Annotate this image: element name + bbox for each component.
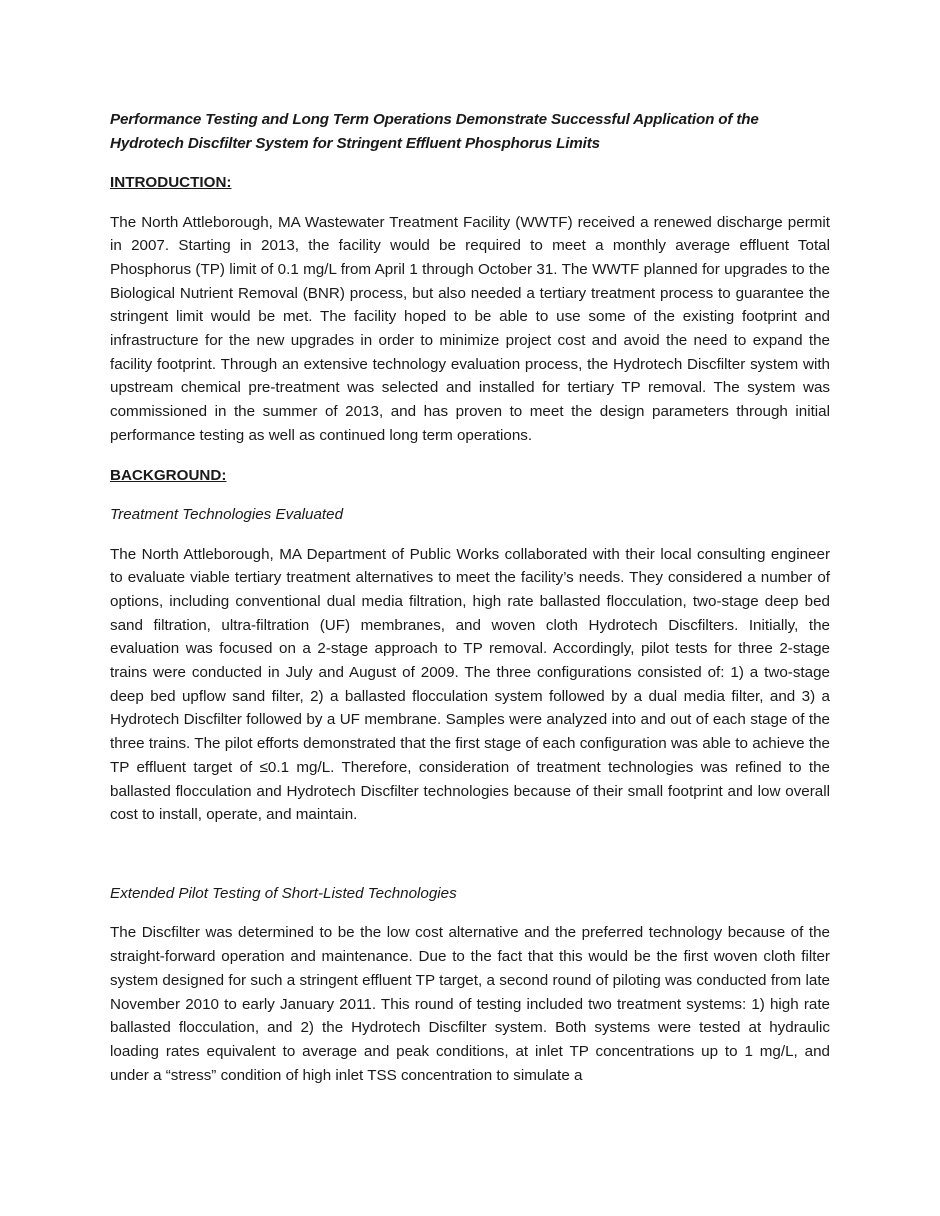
subsection-heading-treatment-technologies: Treatment Technologies Evaluated xyxy=(110,506,344,524)
document-title: Performance Testing and Long Term Operations Demonstrate Successful Application of the Hydrotech Discfilter System for Stringent Effluent Phosphorus Limits xyxy=(110,111,759,152)
section-heading-background: BACKGROUND: xyxy=(110,466,227,484)
section-heading-introduction: INTRODUCTION: xyxy=(110,174,232,191)
section-spacer xyxy=(110,843,830,882)
introduction-paragraph: The North Attleborough, MA Wastewater Treatment Facility (WWTF) received a renewed discharge permit in 2007. Starting in 2013, the facility would be required to meet a monthly average effluent Total Phosphorus (TP) limit of 0.1 mg/L from April 1 through October 31. The WWTF planned for upgrades to the Biological Nutrient Removal (BNR) process, but also needed a tertiary treatment process to guarantee the stringent limit would be met. The facility hoped to be able to use some of the existing footprint and infrastructure for the new upgrades in order to minimize project cost and avoid the need to expand the facility footprint. Through an extensive technology evaluation process, the Hydrotech Discfilter system with upstream chemical pre-treatment was selected and installed for tertiary TP removal. The system was commissioned in the summer of 2013, and has proven to meet the design parameters through initial performance testing as well as continued long term operations. xyxy=(110,213,830,444)
treatment-technologies-paragraph: The North Attleborough, MA Department of Public Works collaborated with their local consulting engineer to evaluate viable tertiary treatment alternatives to meet the facility’s needs. They considered a number of options, including conventional dual media filtration, high rate ballasted flocculation, two-stage deep bed sand filtration, ultra-filtration (UF) membranes, and woven cloth Hydrotech Discfilters. Initially, the evaluation was focused on a 2-stage approach to TP removal. Accordingly, pilot tests for three 2-stage trains were conducted in July and August of 2009. The three configurations consisted of: 1) a two-stage deep bed upflow sand filter, 2) a ballasted flocculation system followed by a dual media filter, and 3) a Hydrotech Discfilter followed by a UF membrane. Samples were analyzed into and out of each stage of the three trains. The pilot efforts demonstrated that the first stage of each configuration was able to achieve the TP effluent target of ≤0.1 mg/L. Therefore, consideration of treatment technologies was refined to the ballasted flocculation and Hydrotech Discfilter technologies because of their small footprint and low overall cost to install, operate, and maintain. xyxy=(110,545,830,824)
extended-pilot-testing-paragraph: The Discfilter was determined to be the low cost alternative and the preferred technology because of the straight-forward operation and maintenance. Due to the fact that this would be the first woven cloth filter system designed for such a stringent effluent TP target, a second round of piloting was conducted from late November 2010 to early January 2011. This round of testing included two treatment systems: 1) high rate ballasted flocculation, and 2) the Hydrotech Discfilter system. Both systems were tested at hydraulic loading rates equivalent to average and peak conditions, at inlet TP concentrations up to 1 mg/L, and under a “stress” condition of high inlet TSS concentration to simulate a xyxy=(110,924,830,1084)
document-body xyxy=(110,108,830,1103)
subsection-heading-extended-pilot-testing: Extended Pilot Testing of Short-Listed Technologies xyxy=(110,884,457,902)
